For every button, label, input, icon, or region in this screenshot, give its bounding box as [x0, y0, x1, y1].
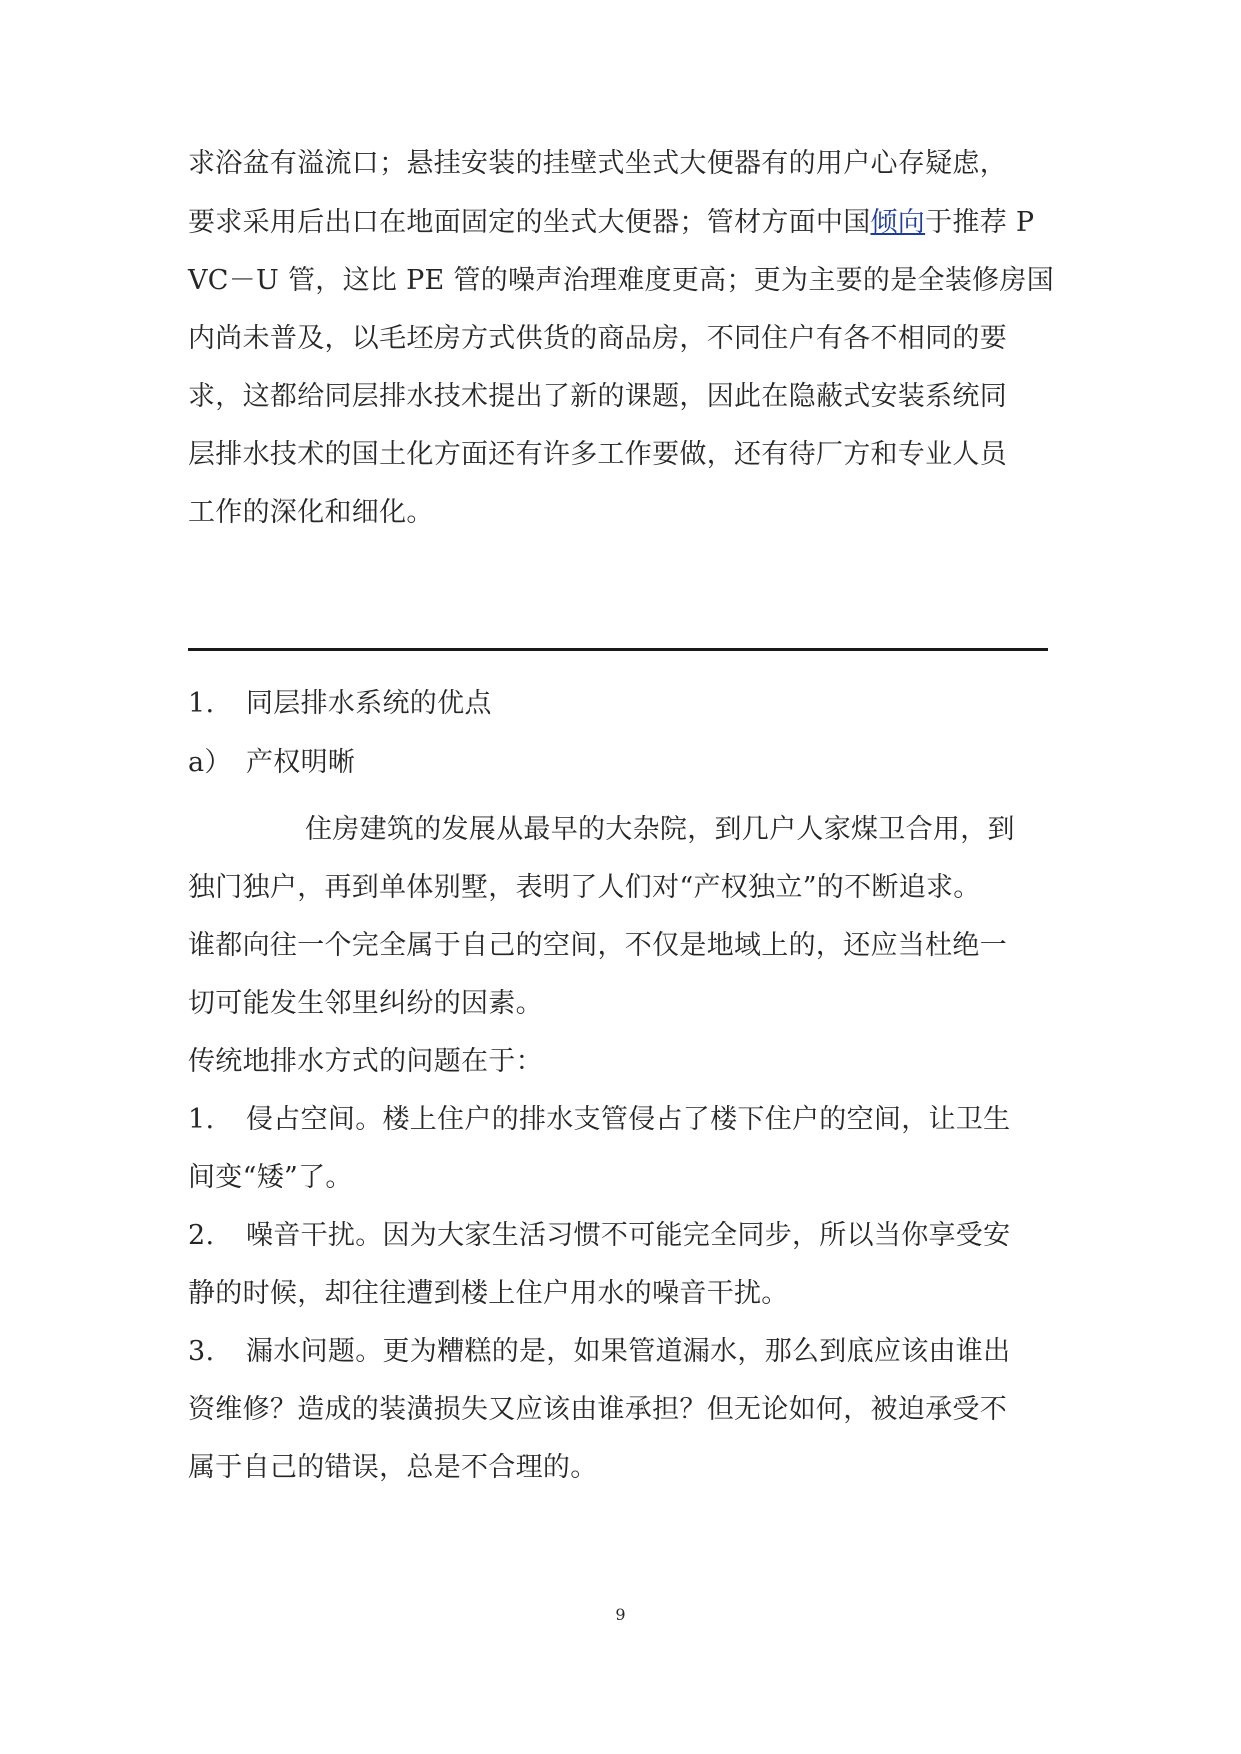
list-item: [188, 1334, 1010, 1370]
subsection-title: 产权明晰: [246, 747, 356, 778]
paragraph-line: 住房建筑的发展从最早的大杂院，到几户人家煤卫合用，到: [305, 814, 1015, 845]
horizontal-divider: [188, 648, 1048, 651]
subsection-heading: [188, 745, 355, 781]
paragraph-line: 内尚未普及，以毛坯房方式供货的商品房，不同住户有各不相同的要: [188, 323, 1007, 354]
paragraph-text: 要求采用后出口在地面固定的坐式大便器；管材方面中国: [188, 207, 871, 238]
list-number: 3.: [188, 1336, 215, 1367]
list-item-continuation: 资维修？造成的装潢损失又应该由谁承担？但无论如何，被迫承受不: [188, 1394, 1007, 1425]
list-item-continuation: 属于自己的错误，总是不合理的。: [188, 1452, 598, 1483]
list-item-continuation: 间变“矮”了。: [188, 1162, 353, 1193]
section-number: 1.: [188, 688, 215, 719]
paragraph-line: VC－U 管，这比 PE 管的噪声治理难度更高；更为主要的是全装修房国: [188, 265, 1055, 296]
list-text: 侵占空间。楼上住户的排水支管侵占了楼下住户的空间，让卫生: [246, 1104, 1011, 1135]
paragraph-line: 独门独户，再到单体别墅，表明了人们对“产权独立”的不断追求。: [188, 872, 981, 903]
list-number: 1.: [188, 1104, 215, 1135]
list-item: [188, 1102, 1010, 1138]
paragraph-line: [188, 205, 1034, 241]
section-heading: [188, 686, 492, 722]
section-title: 同层排水系统的优点: [246, 688, 492, 719]
list-item-continuation: 静的时候，却往往遭到楼上住户用水的噪音干扰。: [188, 1278, 789, 1309]
list-number: 2.: [188, 1220, 215, 1251]
paragraph-line: 切可能发生邻里纠纷的因素。: [188, 988, 543, 1019]
subsection-number: a）: [188, 747, 232, 778]
list-item: [188, 1218, 1010, 1254]
paragraph-line: 工作的深化和细化。: [188, 497, 434, 528]
paragraph-line: 谁都向往一个完全属于自己的空间，不仅是地域上的，还应当杜绝一: [188, 930, 1007, 961]
hyperlink[interactable]: 倾向: [870, 207, 926, 238]
list-text: 漏水问题。更为糟糕的是，如果管道漏水，那么到底应该由谁出: [246, 1336, 1011, 1367]
list-text: 噪音干扰。因为大家生活习惯不可能完全同步，所以当你享受安: [246, 1220, 1011, 1251]
paragraph-line: 求浴盆有溢流口；悬挂安装的挂壁式坐式大便器有的用户心存疑虑，: [188, 148, 1007, 179]
paragraph-line: 层排水技术的国土化方面还有许多工作要做，还有待厂方和专业人员: [188, 439, 1007, 470]
paragraph-text: 于推荐 P: [925, 207, 1035, 238]
paragraph-line: 求，这都给同层排水技术提出了新的课题，因此在隐蔽式安装系统同: [188, 381, 1007, 412]
page-number: 9: [615, 1605, 626, 1624]
problems-intro: 传统地排水方式的问题在于：: [188, 1046, 543, 1077]
